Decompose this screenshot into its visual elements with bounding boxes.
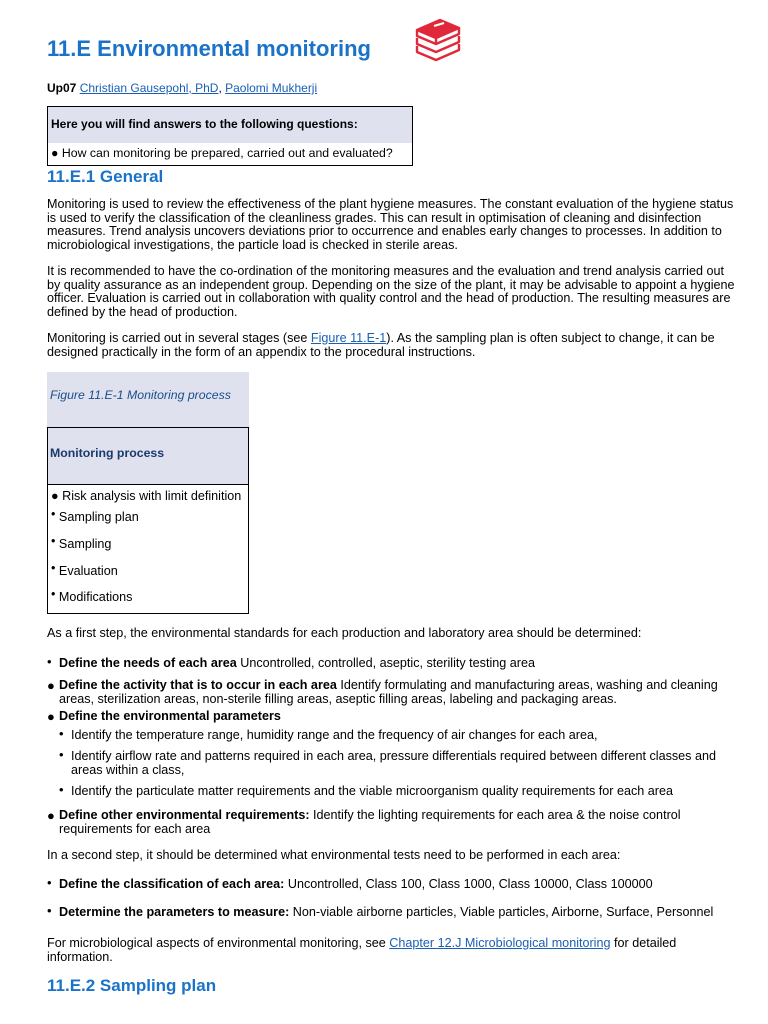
figure-caption: Figure 11.E-1 Monitoring process	[50, 388, 231, 402]
questions-heading: Here you will find answers to the following questions:	[48, 107, 412, 143]
paragraph-4: As a first step, the environmental standards for each production and laboratory area should be determined:	[47, 626, 642, 640]
paragraph-5: In a second step, it should be determined what environmental tests need to be performed in each area:	[47, 848, 621, 862]
author-link-2[interactable]: Paolomi Mukherji	[225, 81, 318, 95]
list-item: ● Risk analysis with limit definition	[51, 489, 242, 503]
paragraph-1: Monitoring is used to review the effectiveness of the plant hygiene measures. The constant evaluation of the hygiene status is used to verify the classification of the cleanliness grades. This can result in optimisation of cleaning and disinfection measures. Trend analysis uncovers deviations prior to occurrence and enables early changes to processes. In addition to microbiological investigations, the particle load is checked in sterile areas.	[47, 197, 734, 253]
list-item: • Modifications	[51, 587, 133, 604]
author-link-1[interactable]: Christian Gausepohl, PhD	[79, 81, 219, 95]
list-item: • Evaluation	[51, 561, 118, 578]
books-icon[interactable]	[414, 16, 462, 62]
update-code: Up07	[47, 81, 77, 95]
paragraph-2: It is recommended to have the co-ordination of the monitoring measures and the evaluation and trend analysis carried out by quality assurance as an independent group. Depending on the size of the plant, it may be advisable to appoint a hygiene officer. Evaluation is carried out in collaboration with quality control and the head of production. The resulting measures are defined by the head of production.	[47, 264, 735, 320]
questions-box	[47, 106, 413, 166]
page-title: 11.E Environmental monitoring	[47, 36, 371, 61]
paragraph-3: Monitoring is carried out in several stages (see Figure 11.E-1). As the sampling plan is often subject to change, it can be designed practically in the form of an appendix to the procedural instructions.	[47, 331, 715, 359]
list-item: • Sampling	[51, 534, 112, 551]
monitoring-process-box	[47, 427, 249, 614]
list-item: • Sampling plan	[51, 507, 139, 524]
figure-caption-box	[47, 372, 249, 428]
section-heading-sampling-plan: 11.E.2 Sampling plan	[47, 976, 217, 995]
author-separator: ,	[218, 81, 226, 95]
figure-link[interactable]: Figure 11.E-1	[310, 331, 387, 345]
section-heading-general: 11.E.1 General	[47, 167, 164, 186]
authors-line	[47, 81, 317, 95]
chapter-link[interactable]: Chapter 12.J Microbiological monitoring	[389, 936, 611, 950]
question-item: ● How can monitoring be prepared, carried out and evaluated?	[51, 146, 393, 160]
paragraph-6: For microbiological aspects of environmental monitoring, see Chapter 12.J Microbiological monitoring for detailed information.	[47, 936, 677, 964]
monitoring-process-heading: Monitoring process	[48, 428, 248, 485]
